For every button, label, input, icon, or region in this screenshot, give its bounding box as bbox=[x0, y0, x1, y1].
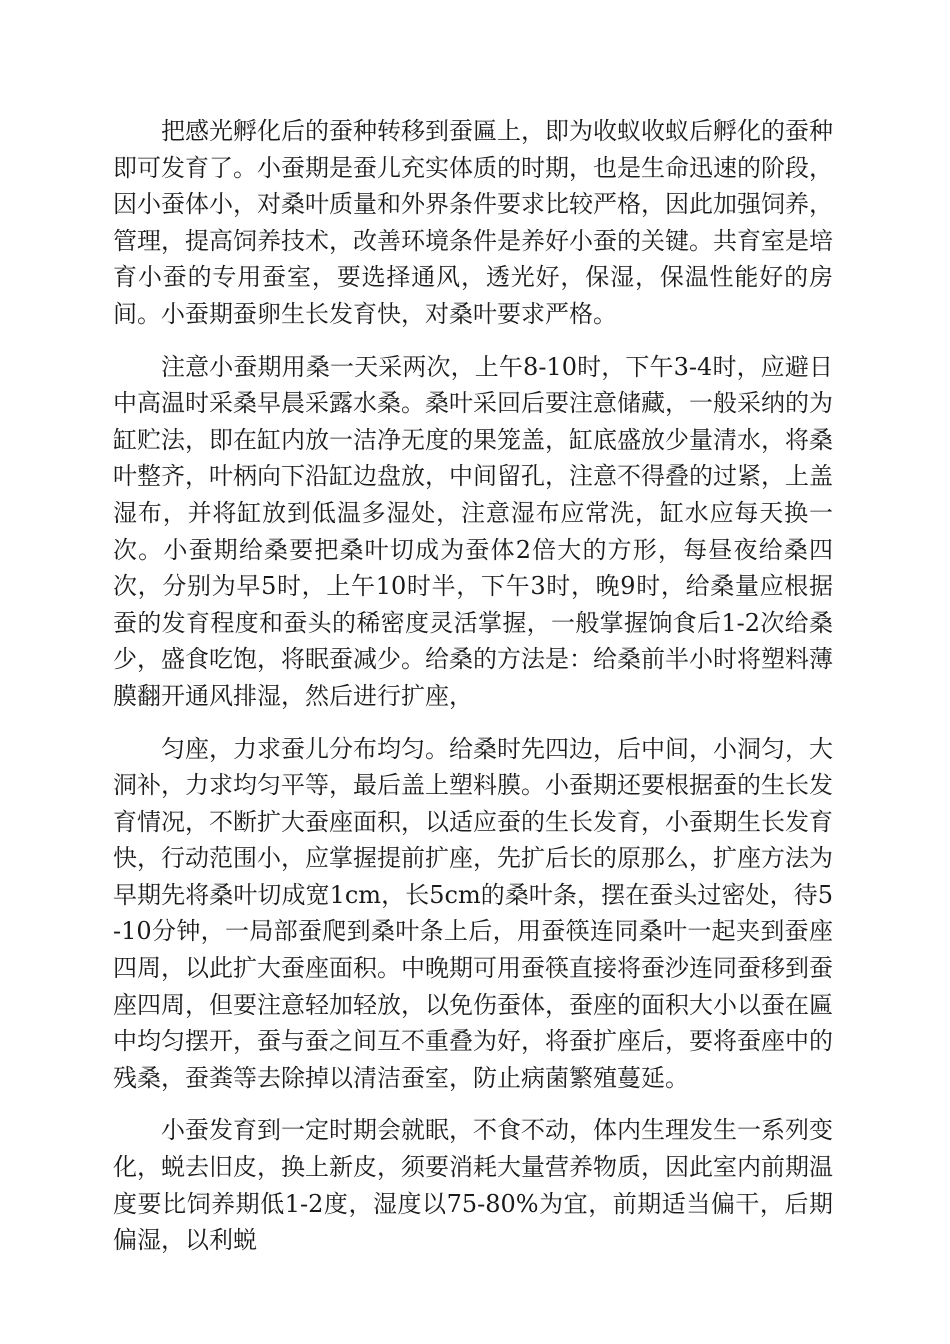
body-text bbox=[113, 113, 833, 1275]
paragraph-molting: 小蚕发育到一定时期会就眠，不食不动，体内生理发生一系列变化，蜕去旧皮，换上新皮，须要消耗大量营养物质，因此室内前期温度要比饲养期低1-2度，湿度以75-80%为宜，前期适当偏干，后期偏湿，以利蜕 bbox=[113, 1116, 833, 1255]
paragraph-leaf-picking: 注意小蚕期用桑一天采两次，上午8-10时，下午3-4时，应避日中高温时采桑早晨采露水桑。桑叶采回后要注意储藏，一般采纳的为缸贮法，即在缸内放一洁净无度的果笼盖，缸底盛放少量清水，将桑叶整齐，叶柄向下沿缸边盘放，中间留孔，注意不得叠的过紧，上盖湿布，并将缸放到低温多湿处，注意湿布应常洗，缸水应每天换一次。小蚕期给桑要把桑叶切成为蚕体2倍大的方形，每昼夜给桑四次，分别为早5时，上午10时半，下午3时，晚9时，给桑量应根据蚕的发育程度和蚕头的稀密度灵活掌握，一般掌握饷食后1-2次给桑少，盛食吃饱，将眠蚕减少。给桑的方法是：给桑前半小时将塑料薄膜翻开通风排湿，然后进行扩座， bbox=[113, 352, 833, 710]
paragraph-hatching: 把感光孵化后的蚕种转移到蚕匾上，即为收蚁收蚁后孵化的蚕种即可发育了。小蚕期是蚕儿充实体质的时期，也是生命迅速的阶段，因小蚕体小，对桑叶质量和外界条件要求比较严格，因此加强饲养，管理，提高饲养技术，改善环境条件是养好小蚕的关键。共育室是培育小蚕的专用蚕室，要选择通风，透光好，保湿，保温性能好的房间。小蚕期蚕卵生长发育快，对桑叶要求严格。 bbox=[113, 117, 833, 328]
paragraph-bed-spreading: 匀座，力求蚕儿分布均匀。给桑时先四边，后中间，小洞匀，大洞补，力求均匀平等，最后盖上塑料膜。小蚕期还要根据蚕的生长发育情况，不断扩大蚕座面积，以适应蚕的生长发育，小蚕期生长发育快，行动范围小，应掌握提前扩座，先扩后长的原那么，扩座方法为早期先将桑叶切成宽1cm，长5cm的桑叶条，摆在蚕头过密处，待5-10分钟，一局部蚕爬到桑叶条上后，用蚕筷连同桑叶一起夹到蚕座四周，以此扩大蚕座面积。中晚期可用蚕筷直接将蚕沙连同蚕移到蚕座四周，但要注意轻加轻放，以免伤蚕体，蚕座的面积大小以蚕在匾中均匀摆开，蚕与蚕之间互不重叠为好，将蚕扩座后，要将蚕座中的残桑，蚕粪等去除掉以清洁蚕室，防止病菌繁殖蔓延。 bbox=[113, 734, 833, 1092]
